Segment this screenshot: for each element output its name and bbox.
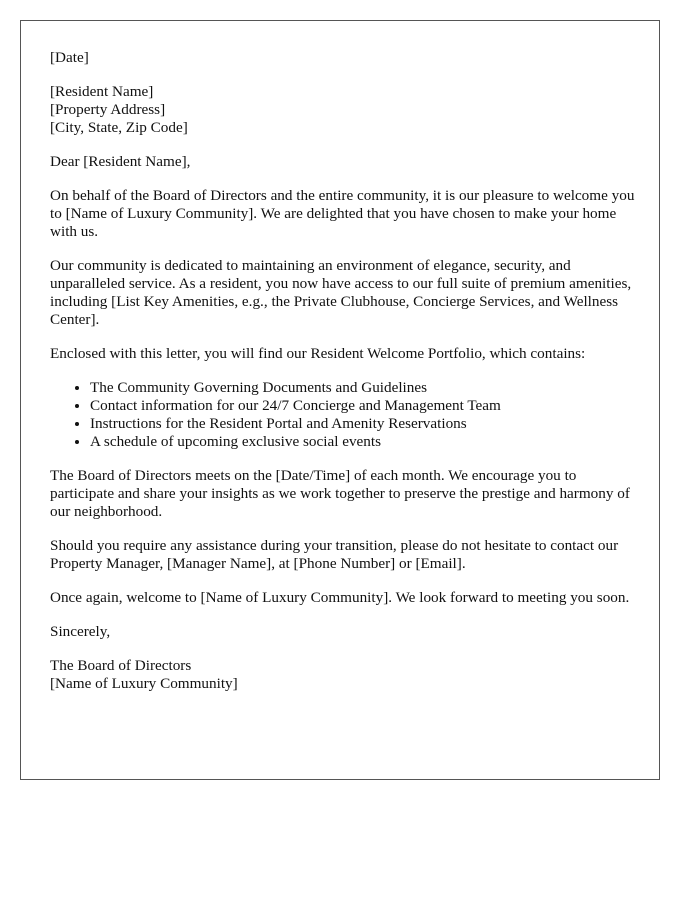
list-item: • Contact information for our 24/7 Concierge and Management Team	[90, 397, 635, 415]
list-item: • The Community Governing Documents and Guidelines	[90, 379, 635, 397]
signature-line-1: The Board of Directors	[50, 657, 192, 674]
paragraph-board: The Board of Directors meets on the [Date/Time] of each month. We encourage you to participate and share your insights as we work together to preserve the prestige and harmony of our neighborhood.	[50, 467, 630, 520]
signature-line-2: [Name of Luxury Community]	[50, 675, 238, 692]
recipient-city: [City, State, Zip Code]	[50, 119, 188, 136]
paragraph-intro: On behalf of the Board of Directors and the entire community, it is our pleasure to welcome you to [Name of Luxury Community]. We are delighted that you have chosen to make your home with us.	[50, 187, 635, 240]
letter-body	[50, 49, 635, 709]
signoff: Sincerely,	[50, 623, 111, 640]
portfolio-list	[50, 379, 635, 451]
paragraph-enclosed: Enclosed with this letter, you will find our Resident Welcome Portfolio, which contains:	[50, 345, 586, 362]
letter-page	[20, 20, 660, 780]
list-item: • A schedule of upcoming exclusive social events	[90, 433, 635, 451]
paragraph-community: Our community is dedicated to maintaining an environment of elegance, security, and unparalleled service. As a resident, you now have access to our full suite of premium amenities, including [List Key Amenities, e.g., the Private Clubhouse, Concierge Services, and Wellness Center].	[50, 257, 632, 328]
paragraph-closing: Once again, welcome to [Name of Luxury Community]. We look forward to meeting you soon.	[50, 589, 630, 606]
salutation: Dear [Resident Name],	[50, 153, 191, 170]
signature-block	[50, 657, 635, 693]
letter-date: [Date]	[50, 49, 89, 66]
list-item: • Instructions for the Resident Portal and Amenity Reservations	[90, 415, 635, 433]
recipient-street: [Property Address]	[50, 101, 166, 118]
recipient-name: [Resident Name]	[50, 83, 154, 100]
recipient-address-block	[50, 83, 635, 137]
paragraph-assistance: Should you require any assistance during your transition, please do not hesitate to contact our Property Manager, [Manager Name], at [Phone Number] or [Email].	[50, 537, 619, 572]
